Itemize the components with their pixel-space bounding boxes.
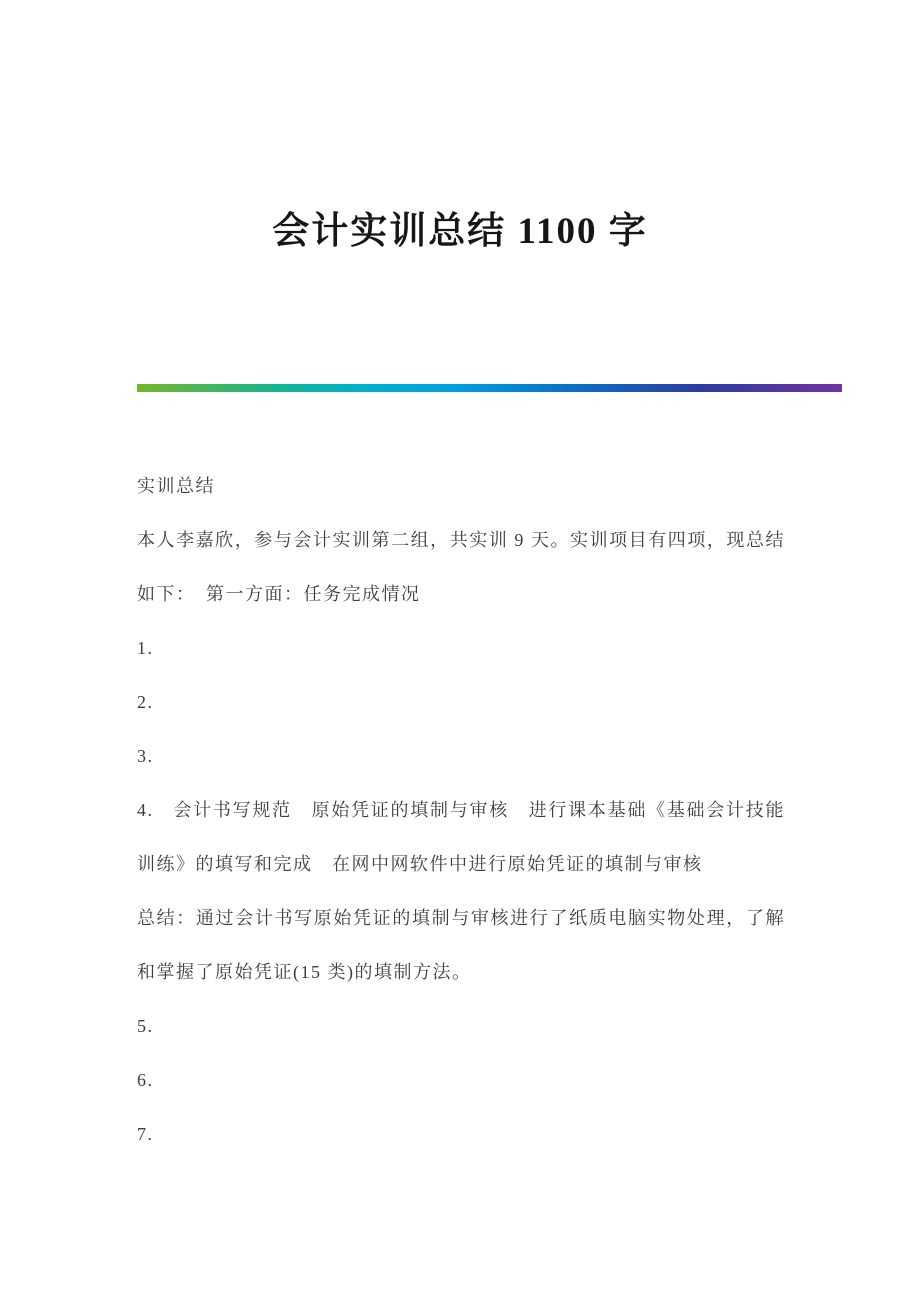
body-paragraph: 4. 会计书写规范 原始凭证的填制与审核 进行课本基础《基础会计技能训练》的填写和完成 在网中网软件中进行原始凭证的填制与审核 [137,800,785,874]
gradient-divider [137,384,842,392]
body-paragraph: 3. [137,746,154,766]
document-title: 会计实训总结 1100 字 [272,211,648,252]
body-paragraph: 6. [137,1070,154,1090]
body-paragraph: 总结：通过会计书写原始凭证的填制与审核进行了纸质电脑实物处理，了解和掌握了原始凭证(15 类)的填制方法。 [137,908,785,982]
body-paragraph: 7. [137,1124,154,1144]
body-paragraph: 5. [137,1016,154,1036]
body-paragraph: 本人李嘉欣，参与会计实训第二组，共实训 9 天。实训项目有四项，现总结如下： 第一方面：任务完成情况 [137,530,785,604]
body-paragraph: 2. [137,692,154,712]
document-body [137,459,785,1161]
body-paragraph: 1. [137,638,154,658]
body-paragraph: 实训总结 [137,476,215,496]
